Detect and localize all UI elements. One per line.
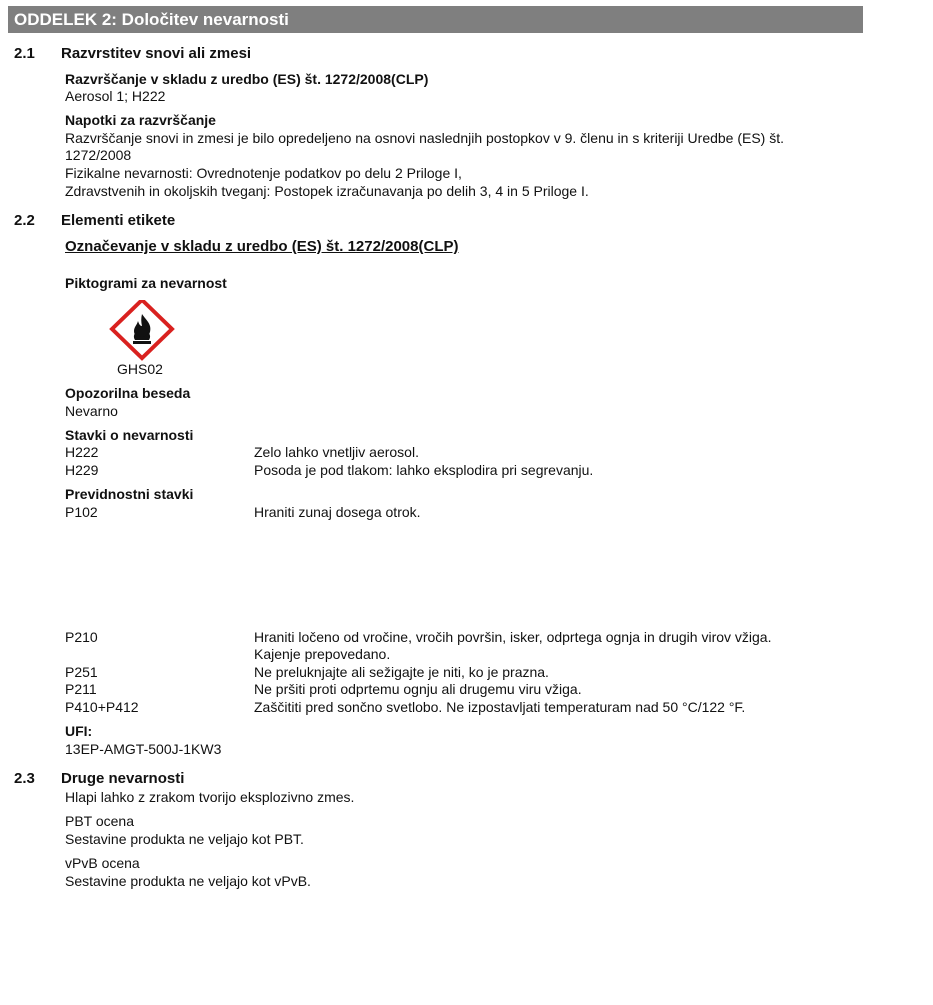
ufi-heading: UFI: xyxy=(65,723,93,739)
section-number-2-3: 2.3 xyxy=(14,770,35,787)
hazard-code: H229 xyxy=(65,462,99,478)
signal-word: Nevarno xyxy=(65,403,118,419)
signal-word-heading: Opozorilna beseda xyxy=(65,385,191,401)
precaution-heading: Previdnostni stavki xyxy=(65,486,194,502)
precaution-code: P102 xyxy=(65,504,98,520)
precaution-code: P210 xyxy=(65,629,98,645)
section-header: ODDELEK 2: Določitev nevarnosti xyxy=(8,6,863,33)
pbt-heading: PBT ocena xyxy=(65,813,135,829)
hazard-heading: Stavki o nevarnosti xyxy=(65,427,194,443)
clp-value: Aerosol 1; H222 xyxy=(65,88,166,104)
clp-heading: Razvrščanje v skladu z uredbo (ES) št. 1272/2008(CLP) xyxy=(65,71,429,87)
labelling-heading: Označevanje v skladu z uredbo (ES) št. 1272/2008(CLP) xyxy=(65,238,459,255)
precaution-text: Hraniti zunaj dosega otrok. xyxy=(254,504,421,520)
other-hazards-text: Hlapi lahko z zrakom tvorijo eksplozivno zmes. xyxy=(65,789,355,805)
pictograms-heading: Piktogrami za nevarnost xyxy=(65,275,227,291)
vpvb-text: Sestavine produkta ne veljajo kot vPvB. xyxy=(65,873,311,889)
section-number-2-1: 2.1 xyxy=(14,45,35,62)
notes-line: Zdravstvenih in okoljskih tveganj: Postopek izračunavanja po delih 3, 4 in 5 Priloge I. xyxy=(65,183,589,199)
precaution-text: Ne preluknjajte ali sežigajte je niti, ko je prazna. xyxy=(254,664,549,680)
pbt-text: Sestavine produkta ne veljajo kot PBT. xyxy=(65,831,304,847)
hazard-text: Zelo lahko vnetljiv aerosol. xyxy=(254,444,419,460)
precaution-text: Ne pršiti proti odprtemu ognju ali drugemu viru vžiga. xyxy=(254,681,582,697)
notes-line: Fizikalne nevarnosti: Ovrednotenje podatkov po delu 2 Priloge I, xyxy=(65,165,462,181)
notes-line: Razvrščanje snovi in zmesi je bilo opredeljeno na osnovi naslednjih postopkov v 9. členu in s kriteriji Uredbe (ES) št. xyxy=(65,130,785,146)
section-title-2-3: Druge nevarnosti xyxy=(61,770,185,787)
hazard-text: Posoda je pod tlakom: lahko eksplodira pri segrevanju. xyxy=(254,462,594,478)
flame-icon xyxy=(106,300,178,362)
ufi-value: 13EP-AMGT-500J-1KW3 xyxy=(65,741,222,757)
pictogram-code: GHS02 xyxy=(117,361,163,377)
precaution-code: P410+P412 xyxy=(65,699,139,715)
precaution-text: Hraniti ločeno od vročine, vročih površin, isker, odprtega ognja in drugih virov vžiga. xyxy=(254,629,772,645)
section-number-2-2: 2.2 xyxy=(14,212,35,229)
precaution-text: Kajenje prepovedano. xyxy=(254,646,391,662)
section-title-2-2: Elementi etikete xyxy=(61,212,176,229)
precaution-text: Zaščititi pred sončno svetlobo. Ne izpostavljati temperaturam nad 50 °C/122 °F. xyxy=(254,699,746,715)
precaution-code: P251 xyxy=(65,664,98,680)
section-title-2-1: Razvrstitev snovi ali zmesi xyxy=(61,45,252,62)
vpvb-heading: vPvB ocena xyxy=(65,855,140,871)
hazard-code: H222 xyxy=(65,444,99,460)
precaution-code: P211 xyxy=(65,681,97,697)
notes-heading: Napotki za razvrščanje xyxy=(65,112,216,128)
notes-line: 1272/2008 xyxy=(65,147,132,163)
